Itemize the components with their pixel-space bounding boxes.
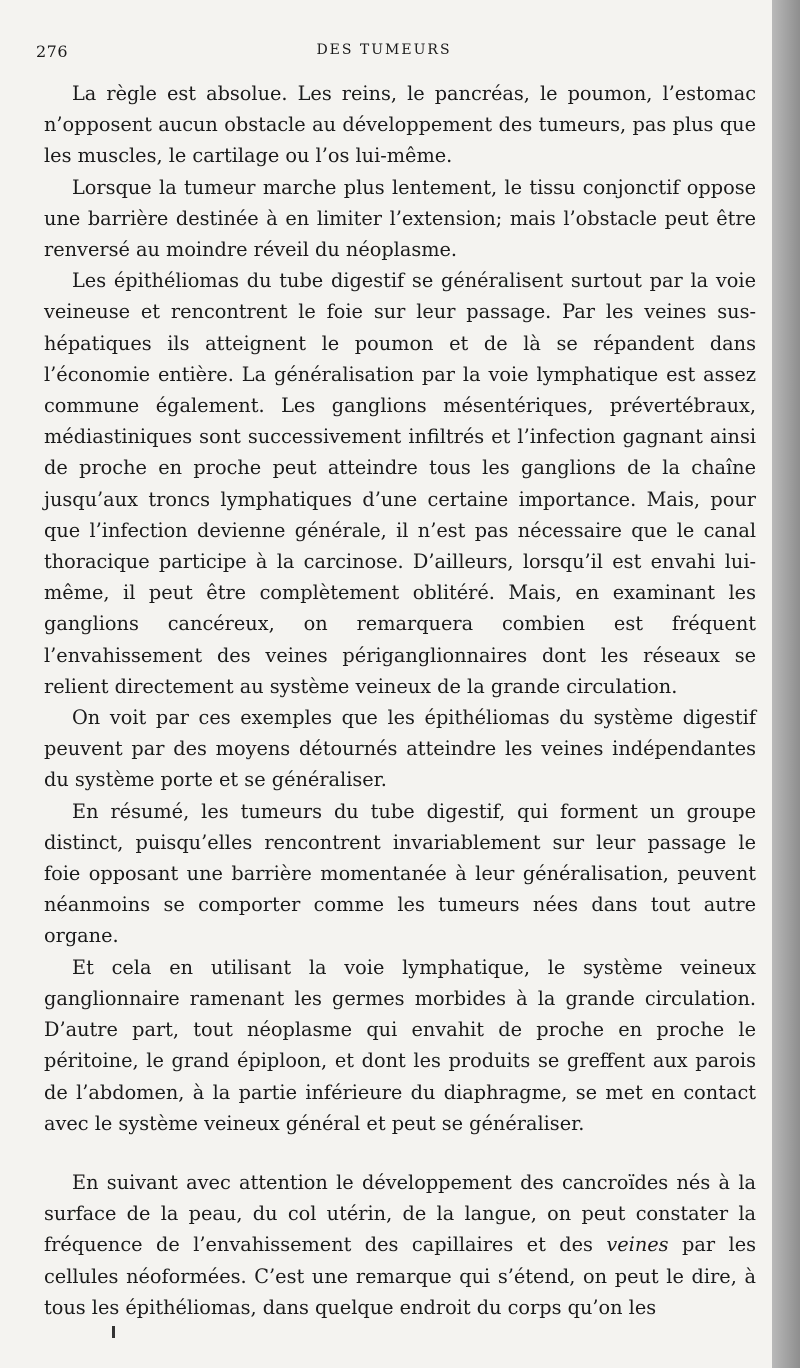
paragraph-new-section [44,1167,756,1323]
body-text [44,78,756,1323]
paragraph-text: En suivant avec attention le développement des cancroïdes nés à la surface de la peau, du col utérin, de la langue, on peut constater la fréquence de l’envahissement des capillaires et des [44,1170,756,1257]
paragraph: Les épithéliomas du tube digestif se généralisent surtout par la voie veineuse et rencontrent le foie sur leur passage. Par les veines sus-hépatiques ils atteignent le poumon et de là se répandent dans l’économie entière. La généralisation par la voie lymphatique est assez commune également. Les ganglions mésentériques, prévertébraux, médiastiniques sont successivement infiltrés et l’infection gagnant ainsi de proche en proche peut atteindre tous les ganglions de la chaîne jusqu’aux troncs lymphatiques d’une certaine importance. Mais, pour que l’infection devienne générale, il n’est pas nécessaire que le canal thoracique participe à la carcinose. D’ailleurs, lorsqu’il est envahi lui-même, il peut être complètement oblitéré. Mais, en examinant les ganglions cancéreux, on remarquera combien est fréquent l’envahissement des veines périganglionnaires dont les réseaux se relient directement au système veineux de la grande circulation. [44,269,756,698]
page-edge-shadow [772,0,800,1368]
running-title: DES TUMEURS [316,42,452,58]
paragraph: Lorsque la tumeur marche plus lentement, le tissu conjonctif oppose une barrière destinée à en limiter l’extension; mais l’obstacle peut être renversé au moindre réveil du néoplasme. [44,175,756,262]
emphasized-word: veines [606,1233,669,1257]
running-head [36,42,732,66]
print-mark [112,1326,115,1338]
paragraph: La règle est absolue. Les reins, le pancréas, le poumon, l’estomac n’opposent aucun obstacle au développement des tumeurs, pas plus que les muscles, le cartilage ou l’os lui-même. [44,82,756,168]
paragraph: On voit par ces exemples que les épithéliomas du système digestif peuvent par des moyens détournés atteindre les veines indépendantes du système porte et se généraliser. [44,706,756,792]
paragraph-text: par les cellules néoformées. C’est une remarque qui s’étend, on peut le dire, à tous les épithéliomas, dans quelque endroit du corps qu’on les [44,1233,756,1319]
page-number: 276 [36,42,69,61]
paragraph: En résumé, les tumeurs du tube digestif, qui forment un groupe distinct, puisqu’elles rencontrent invariablement sur leur passage le foie opposant une barrière momentanée à leur généralisation, peuvent néanmoins se comporter comme les tumeurs nées dans tout autre organe. [44,799,756,948]
paragraph: Et cela en utilisant la voie lymphatique, le système veineux ganglionnaire ramenant les germes morbides à la grande circulation. D’autre part, tout néoplasme qui envahit de proche en proche le péritoine, le grand épiploon, et dont les produits se greffent aux parois de l’abdomen, à la partie inférieure du diaphragme, se met en contact avec le système veineux général et peut se généraliser. [44,955,756,1135]
